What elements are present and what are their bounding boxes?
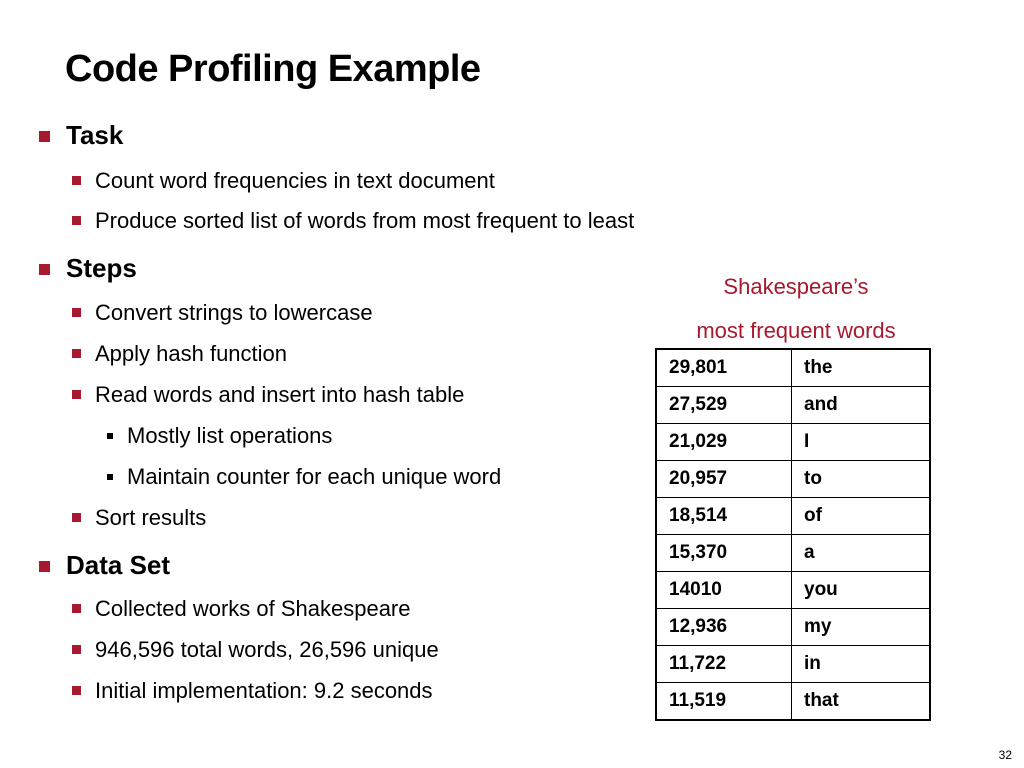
square-bullet-icon bbox=[39, 561, 50, 572]
count-cell: 11,722 bbox=[656, 646, 792, 683]
bullet-item: Count word frequencies in text document bbox=[95, 168, 495, 194]
square-bullet-icon bbox=[72, 604, 81, 613]
sub-bullet-item: Maintain counter for each unique word bbox=[127, 464, 501, 490]
bullet-item: Convert strings to lowercase bbox=[95, 300, 373, 326]
table-row bbox=[656, 424, 930, 461]
count-cell: 14010 bbox=[656, 572, 792, 609]
bullet-heading: Data Set bbox=[66, 550, 171, 580]
bullet-item: Initial implementation: 9.2 seconds bbox=[95, 678, 433, 704]
square-bullet-icon bbox=[39, 264, 50, 275]
table-row bbox=[656, 646, 930, 683]
square-bullet-icon bbox=[72, 686, 81, 695]
table-row bbox=[656, 572, 930, 609]
word-cell: of bbox=[792, 498, 931, 535]
small-square-bullet-icon bbox=[107, 474, 113, 480]
bullet-item: Apply hash function bbox=[95, 341, 287, 367]
count-cell: 18,514 bbox=[656, 498, 792, 535]
bullet-item: Read words and insert into hash table bbox=[95, 382, 464, 408]
bullet-steps bbox=[66, 253, 137, 284]
table-caption-line1: Shakespeare’s bbox=[723, 274, 869, 299]
word-cell: the bbox=[792, 349, 931, 387]
bullet-item: Sort results bbox=[95, 505, 206, 531]
sub-bullet-item: Mostly list operations bbox=[127, 423, 332, 449]
square-bullet-icon bbox=[72, 308, 81, 317]
word-cell: you bbox=[792, 572, 931, 609]
square-bullet-icon bbox=[72, 645, 81, 654]
word-frequency-table bbox=[655, 348, 931, 721]
square-bullet-icon bbox=[72, 390, 81, 399]
word-cell: in bbox=[792, 646, 931, 683]
count-cell: 21,029 bbox=[656, 424, 792, 461]
count-cell: 11,519 bbox=[656, 683, 792, 721]
count-cell: 29,801 bbox=[656, 349, 792, 387]
table-row bbox=[656, 609, 930, 646]
slide-title: Code Profiling Example bbox=[65, 48, 481, 90]
bullet-item: Produce sorted list of words from most frequent to least bbox=[95, 208, 634, 234]
bullet-task bbox=[66, 120, 123, 151]
word-cell: to bbox=[792, 461, 931, 498]
count-cell: 15,370 bbox=[656, 535, 792, 572]
word-cell: my bbox=[792, 609, 931, 646]
table-row bbox=[656, 387, 930, 424]
square-bullet-icon bbox=[72, 513, 81, 522]
count-cell: 12,936 bbox=[656, 609, 792, 646]
bullet-item: Collected works of Shakespeare bbox=[95, 596, 411, 622]
count-cell: 27,529 bbox=[656, 387, 792, 424]
word-cell: and bbox=[792, 387, 931, 424]
square-bullet-icon bbox=[72, 216, 81, 225]
bullet-heading: Task bbox=[66, 120, 124, 150]
small-square-bullet-icon bbox=[107, 433, 113, 439]
bullet-data-set bbox=[66, 550, 170, 581]
table-row bbox=[656, 461, 930, 498]
square-bullet-icon bbox=[39, 131, 50, 142]
bullet-heading: Steps bbox=[66, 253, 137, 283]
word-cell: I bbox=[792, 424, 931, 461]
word-cell: that bbox=[792, 683, 931, 721]
table-row bbox=[656, 683, 930, 721]
word-cell: a bbox=[792, 535, 931, 572]
table-row bbox=[656, 349, 930, 387]
square-bullet-icon bbox=[72, 349, 81, 358]
count-cell: 20,957 bbox=[656, 461, 792, 498]
square-bullet-icon bbox=[72, 176, 81, 185]
page-number: 32 bbox=[998, 748, 1012, 762]
table-row bbox=[656, 498, 930, 535]
bullet-item: 946,596 total words, 26,596 unique bbox=[95, 637, 439, 663]
table-row bbox=[656, 535, 930, 572]
table-caption-line2: most frequent words bbox=[696, 318, 896, 343]
